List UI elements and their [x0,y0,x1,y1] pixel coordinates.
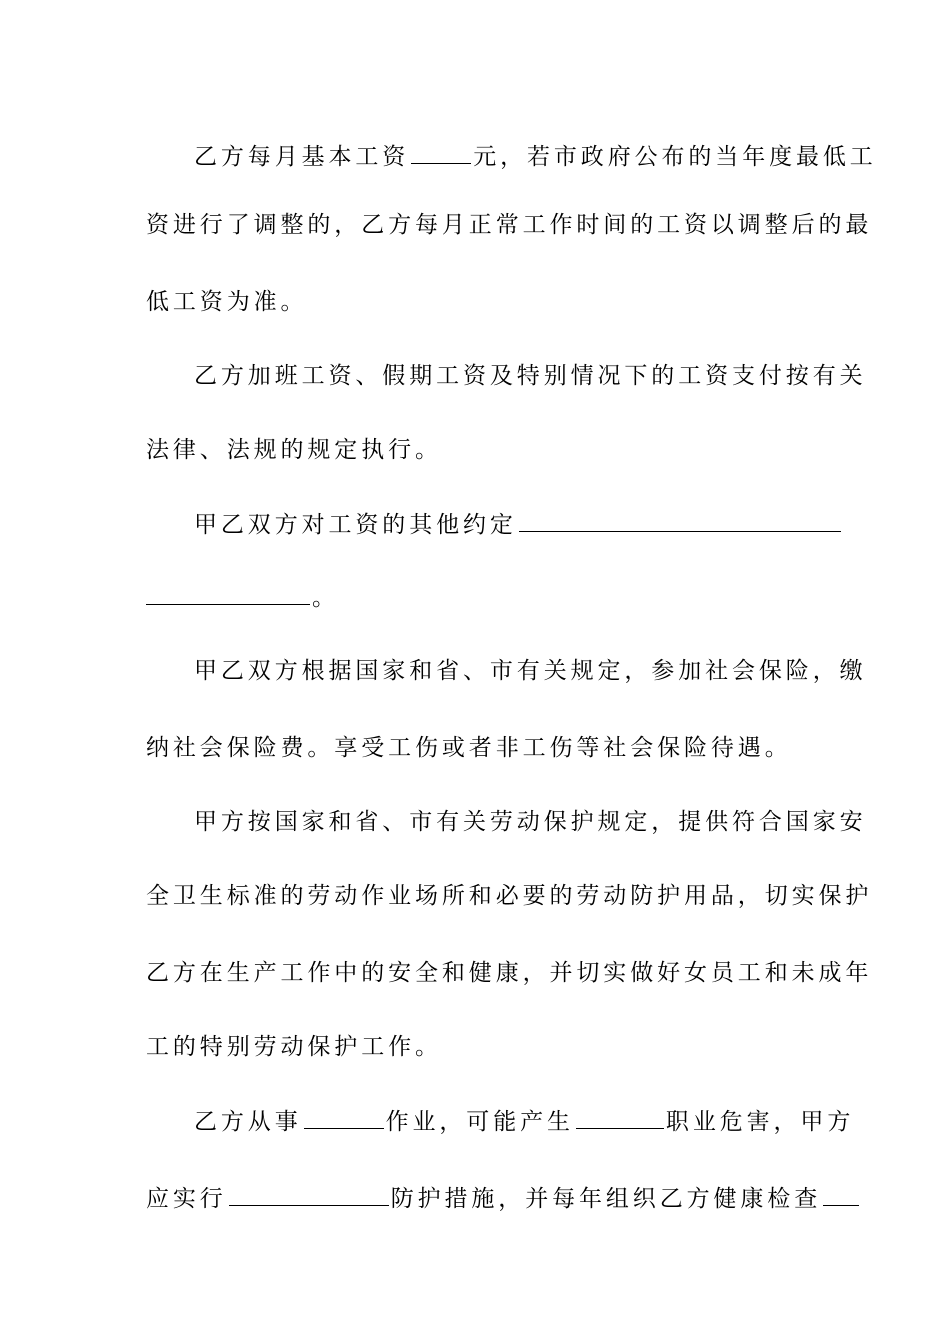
text-line [146,435,806,465]
text-line [194,141,877,171]
text-segment: 职业危害，甲方 [665,1109,855,1135]
text-segment: 甲乙双方对工资的其他约定 [194,512,517,538]
fill-in-blank [576,1106,664,1129]
fill-in-blank [146,582,310,605]
text-line [194,361,867,391]
text-segment: 乙方在生产工作中的安全和健康，并切实做好女员工和未成年 [146,960,873,986]
text-segment: 低工资为准。 [146,289,308,315]
text-segment: 应实行 [146,1186,227,1212]
text-segment: 工的特别劳动保护工作。 [146,1034,442,1060]
fill-in-blank [519,509,841,532]
text-segment: 。 [312,585,339,611]
text-line [146,1032,806,1062]
text-line [146,958,873,988]
text-line [146,733,806,763]
text-line [194,509,806,539]
text-line [194,1106,855,1136]
fill-in-blank [411,141,471,164]
text-segment: 甲乙双方根据国家和省、市有关规定，参加社会保险，缴 [194,658,867,684]
text-segment: 甲方按国家和省、市有关劳动保护规定，提供符合国家安 [194,809,867,835]
text-segment: 资进行了调整的，乙方每月正常工作时间的工资以调整后的最 [146,212,873,238]
text-segment: 作业，可能产生 [385,1109,574,1135]
text-line [146,210,873,240]
text-line [146,881,873,911]
text-line [146,582,806,612]
text-segment: 法律、法规的规定执行。 [146,437,442,463]
text-segment: 纳社会保险费。享受工伤或者非工伤等社会保险待遇。 [146,735,792,761]
text-segment: 防护措施，并每年组织乙方健康检查 [390,1186,822,1212]
fill-in-blank [823,1183,859,1206]
text-line [146,1183,822,1213]
text-line [194,656,867,686]
text-segment: 乙方从事 [194,1109,302,1135]
text-segment: 元，若市政府公布的当年度最低工 [473,144,877,170]
text-line [146,287,806,317]
fill-in-blank [304,1106,384,1129]
fill-in-blank [229,1183,389,1206]
text-line [194,807,867,837]
text-segment: 全卫生标准的劳动作业场所和必要的劳动防护用品，切实保护 [146,883,873,909]
text-segment: 乙方加班工资、假期工资及特别情况下的工资支付按有关 [194,363,867,389]
text-segment: 乙方每月基本工资 [194,144,410,170]
